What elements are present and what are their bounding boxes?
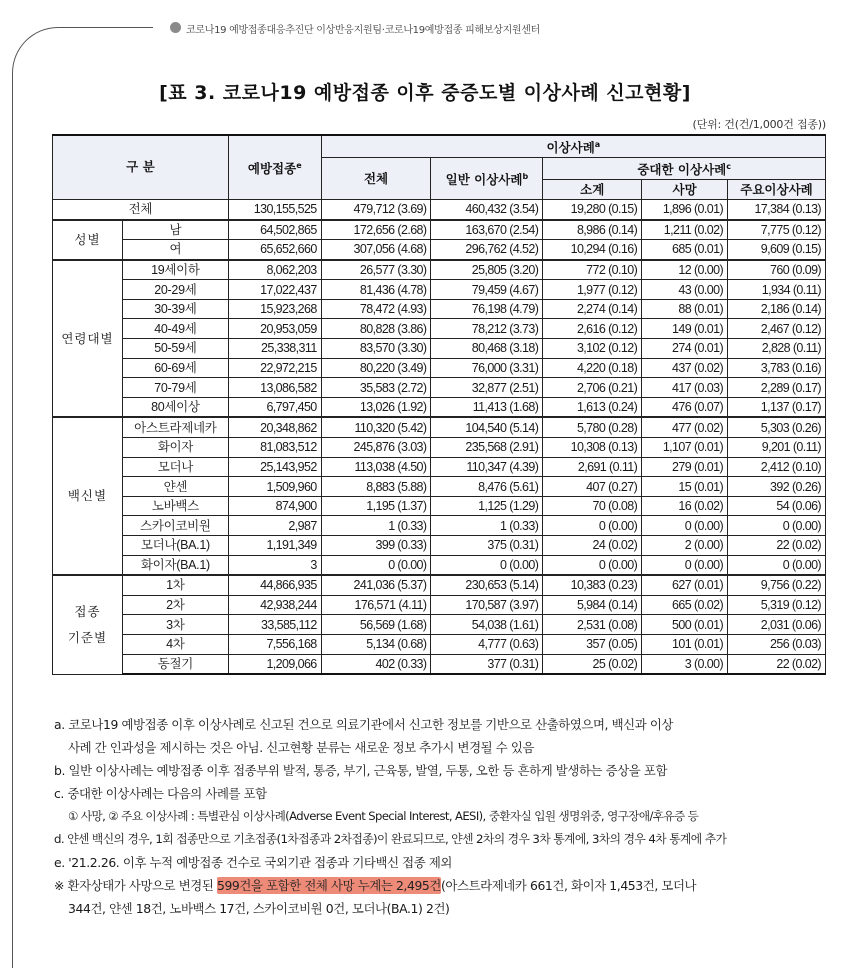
cell-major: 22 (0.02) — [728, 654, 826, 674]
cell-vaccinations: 17,022,437 — [228, 280, 321, 300]
cell-general: 76,000 (3.31) — [431, 358, 543, 378]
cell-death: 627 (0.01) — [642, 575, 728, 595]
table-header — [53, 135, 826, 199]
row-label: 얀센 — [122, 477, 228, 497]
cell-general: 460,432 (3.54) — [431, 199, 543, 219]
row-label: 화이자(BA.1) — [122, 555, 228, 575]
cell-total: 241,036 (5.37) — [321, 575, 431, 595]
cell-major: 2,828 (0.11) — [728, 339, 826, 359]
cell-total: 80,828 (3.86) — [321, 319, 431, 339]
table-row — [53, 654, 826, 674]
cell-total: 81,436 (4.78) — [321, 280, 431, 300]
cell-total: 83,570 (3.30) — [321, 339, 431, 359]
cell-vaccinations: 1,191,349 — [228, 536, 321, 556]
cell-general: 79,459 (4.67) — [431, 280, 543, 300]
cell-death: 15 (0.01) — [642, 477, 728, 497]
table-title: [표 3. 코로나19 예방접종 이후 중증도별 이상사례 신고현황] — [159, 82, 691, 104]
cell-subtotal: 0 (0.00) — [543, 555, 642, 575]
highlighted-death-total: 599건을 포함한 전체 사망 누계는 2,495건 — [216, 878, 441, 893]
adverse-events-table — [52, 134, 826, 675]
cell-subtotal: 3,102 (0.12) — [543, 339, 642, 359]
cell-general: 11,413 (1.68) — [431, 397, 543, 417]
cell-total: 479,712 (3.69) — [321, 199, 431, 219]
cell-general: 110,347 (4.39) — [431, 457, 543, 477]
cell-vaccinations: 81,083,512 — [228, 438, 321, 458]
cell-general: 4,777 (0.63) — [431, 634, 543, 654]
row-label: 50-59세 — [122, 339, 228, 359]
cell-subtotal: 407 (0.27) — [543, 477, 642, 497]
cell-subtotal: 8,986 (0.14) — [543, 220, 642, 240]
cell-general: 0 (0.00) — [431, 555, 543, 575]
footnote-c-detail: ① 사망, ② 주요 이상사례 : 특별관심 이상사례(Adverse Event Special Interest, AESI), 중환자실 입원 생명위중, 영구장애/후유증 등 — [68, 809, 699, 823]
cell-death: 3 (0.00) — [642, 654, 728, 674]
row-label: 20-29세 — [122, 280, 228, 300]
cell-death: 437 (0.02) — [642, 358, 728, 378]
cell-total: 80,220 (3.49) — [321, 358, 431, 378]
table-row-total — [53, 199, 826, 219]
row-label: 동절기 — [122, 654, 228, 674]
cell-subtotal: 4,220 (0.18) — [543, 358, 642, 378]
cell-major: 9,756 (0.22) — [728, 575, 826, 595]
header-subtotal: 소계 — [543, 180, 642, 200]
cell-major: 3,783 (0.16) — [728, 358, 826, 378]
cell-vaccinations: 13,086,582 — [228, 378, 321, 398]
cell-major: 5,319 (0.12) — [728, 595, 826, 615]
header-category: 구 분 — [53, 135, 229, 199]
cell-vaccinations: 65,652,660 — [228, 240, 321, 260]
cell-vaccinations: 3 — [228, 555, 321, 575]
cell-vaccinations: 130,155,525 — [228, 199, 321, 219]
cell-subtotal: 10,383 (0.23) — [543, 575, 642, 595]
cell-general: 163,670 (2.54) — [431, 220, 543, 240]
cell-subtotal: 2,691 (0.11) — [543, 457, 642, 477]
cell-general: 377 (0.31) — [431, 654, 543, 674]
cell-subtotal: 19,280 (0.15) — [543, 199, 642, 219]
footnote-b: b. 일반 이상사례는 예방접종 이후 접종부위 발적, 통증, 부기, 근육통, 발열, 두통, 오한 등 흔하게 발생하는 증상을 포함 — [54, 763, 668, 778]
table-row — [53, 260, 826, 280]
row-label: 19세이하 — [122, 260, 228, 280]
cell-vaccinations: 6,797,450 — [228, 397, 321, 417]
group-label-line: 기준별 — [67, 629, 108, 645]
cell-death: 476 (0.07) — [642, 397, 728, 417]
cell-subtotal: 1,613 (0.24) — [543, 397, 642, 417]
cell-subtotal: 0 (0.00) — [543, 516, 642, 536]
cell-general: 104,540 (5.14) — [431, 417, 543, 437]
cell-subtotal: 70 (0.08) — [543, 496, 642, 516]
cell-major: 1,934 (0.11) — [728, 280, 826, 300]
cell-total: 5,134 (0.68) — [321, 634, 431, 654]
table-row — [53, 536, 826, 556]
cell-total: 110,320 (5.42) — [321, 417, 431, 437]
row-label: 30-39세 — [122, 299, 228, 319]
cell-death: 0 (0.00) — [642, 555, 728, 575]
cell-major: 2,412 (0.10) — [728, 457, 826, 477]
cell-general: 78,212 (3.73) — [431, 319, 543, 339]
cell-major: 2,289 (0.17) — [728, 378, 826, 398]
cell-major: 0 (0.00) — [728, 516, 826, 536]
row-label: 전체 — [53, 199, 229, 219]
cell-total: 1 (0.33) — [321, 516, 431, 536]
cell-major: 760 (0.09) — [728, 260, 826, 280]
cell-vaccinations: 1,209,066 — [228, 654, 321, 674]
cell-total: 78,472 (4.93) — [321, 299, 431, 319]
cell-total: 1,195 (1.37) — [321, 496, 431, 516]
row-label: 모더나(BA.1) — [122, 536, 228, 556]
cell-death: 43 (0.00) — [642, 280, 728, 300]
cell-total: 13,026 (1.92) — [321, 397, 431, 417]
cell-death: 101 (0.01) — [642, 634, 728, 654]
cell-subtotal: 1,977 (0.12) — [543, 280, 642, 300]
cell-death: 685 (0.01) — [642, 240, 728, 260]
cell-major: 2,186 (0.14) — [728, 299, 826, 319]
cell-vaccinations: 42,938,244 — [228, 595, 321, 615]
row-label: 모더나 — [122, 457, 228, 477]
cell-major: 9,609 (0.15) — [728, 240, 826, 260]
footnote-e: e. '21.2.26. 이후 누적 예방접종 건수로 국외기관 접종과 기타백신 접종 제외 — [54, 855, 452, 870]
cell-death: 1,107 (0.01) — [642, 438, 728, 458]
cell-major: 256 (0.03) — [728, 634, 826, 654]
table-row — [53, 496, 826, 516]
cell-total: 172,656 (2.68) — [321, 220, 431, 240]
cell-general: 25,805 (3.20) — [431, 260, 543, 280]
cell-vaccinations: 2,987 — [228, 516, 321, 536]
cell-death: 88 (0.01) — [642, 299, 728, 319]
cell-subtotal: 2,531 (0.08) — [543, 615, 642, 635]
cell-major: 7,775 (0.12) — [728, 220, 826, 240]
table-row — [53, 220, 826, 240]
cell-general: 230,653 (5.14) — [431, 575, 543, 595]
table-row — [53, 575, 826, 595]
row-label: 스카이코비원 — [122, 516, 228, 536]
cell-major: 54 (0.06) — [728, 496, 826, 516]
table-row — [53, 378, 826, 398]
cell-vaccinations: 22,972,215 — [228, 358, 321, 378]
cell-total: 8,883 (5.88) — [321, 477, 431, 497]
cell-total: 307,056 (4.68) — [321, 240, 431, 260]
cell-death: 16 (0.02) — [642, 496, 728, 516]
cell-major: 17,384 (0.13) — [728, 199, 826, 219]
cell-total: 176,571 (4.11) — [321, 595, 431, 615]
cell-total: 245,876 (3.03) — [321, 438, 431, 458]
table-row — [53, 397, 826, 417]
table-row — [53, 319, 826, 339]
group-label — [53, 575, 123, 674]
cell-vaccinations: 15,923,268 — [228, 299, 321, 319]
row-label: 4차 — [122, 634, 228, 654]
table-row — [53, 595, 826, 615]
header-death: 사망 — [642, 180, 728, 200]
table-row — [53, 240, 826, 260]
cell-subtotal: 5,984 (0.14) — [543, 595, 642, 615]
cell-major: 22 (0.02) — [728, 536, 826, 556]
cell-vaccinations: 8,062,203 — [228, 260, 321, 280]
source-header: 코로나19 예방접종대응추진단 이상반응지원팀·코로나19예방접종 피해보상지원센터 — [186, 25, 541, 36]
row-label: 80세이상 — [122, 397, 228, 417]
cell-vaccinations: 25,143,952 — [228, 457, 321, 477]
cell-death: 149 (0.01) — [642, 319, 728, 339]
table-row — [53, 438, 826, 458]
cell-subtotal: 25 (0.02) — [543, 654, 642, 674]
table-row — [53, 477, 826, 497]
footnote-c: c. 중대한 이상사례는 다음의 사례를 포함 — [54, 786, 267, 801]
table-row — [53, 516, 826, 536]
cell-total: 35,583 (2.72) — [321, 378, 431, 398]
table-row — [53, 457, 826, 477]
footnote-a: a. 코로나19 예방접종 이후 이상사례로 신고된 건으로 의료기관에서 신고한 정보를 기반으로 산출하였으며, 백신과 이상 — [54, 717, 673, 732]
cell-death: 2 (0.00) — [642, 536, 728, 556]
cell-subtotal: 10,294 (0.16) — [543, 240, 642, 260]
footnote-d: d. 얀센 백신의 경우, 1회 접종만으로 기초접종(1차접종과 2차접종)이 완료되므로, 얀센 2차의 경우 3차 통계에, 3차의 경우 4차 통계에 추가 — [54, 832, 727, 846]
row-label: 40-49세 — [122, 319, 228, 339]
cell-major: 1,137 (0.17) — [728, 397, 826, 417]
cell-subtotal: 2,274 (0.14) — [543, 299, 642, 319]
unit-label: (단위: 건(건/1,000건 접종)) — [692, 118, 826, 131]
cell-death: 274 (0.01) — [642, 339, 728, 359]
cell-vaccinations: 44,866,935 — [228, 575, 321, 595]
cell-death: 500 (0.01) — [642, 615, 728, 635]
group-label: 백신별 — [53, 417, 123, 575]
cell-subtotal: 2,616 (0.12) — [543, 319, 642, 339]
cell-vaccinations: 33,585,112 — [228, 615, 321, 635]
cell-general: 375 (0.31) — [431, 536, 543, 556]
cell-general: 80,468 (3.18) — [431, 339, 543, 359]
table-row — [53, 280, 826, 300]
footnote-star — [54, 874, 834, 897]
cell-total: 0 (0.00) — [321, 555, 431, 575]
row-label: 화이자 — [122, 438, 228, 458]
row-label: 70-79세 — [122, 378, 228, 398]
cell-subtotal: 24 (0.02) — [543, 536, 642, 556]
cell-vaccinations: 1,509,960 — [228, 477, 321, 497]
row-label: 1차 — [122, 575, 228, 595]
group-label: 연령대별 — [53, 260, 123, 418]
cell-total: 26,577 (3.30) — [321, 260, 431, 280]
table-row — [53, 339, 826, 359]
row-label: 60-69세 — [122, 358, 228, 378]
cell-death: 1,896 (0.01) — [642, 199, 728, 219]
cell-general: 76,198 (4.79) — [431, 299, 543, 319]
cell-general: 1 (0.33) — [431, 516, 543, 536]
table-row — [53, 358, 826, 378]
cell-total: 399 (0.33) — [321, 536, 431, 556]
cell-major: 5,303 (0.26) — [728, 417, 826, 437]
cell-general: 32,877 (2.51) — [431, 378, 543, 398]
table-body — [53, 199, 826, 674]
cell-subtotal: 2,706 (0.21) — [543, 378, 642, 398]
cell-total: 402 (0.33) — [321, 654, 431, 674]
cell-major: 392 (0.26) — [728, 477, 826, 497]
cell-general: 170,587 (3.97) — [431, 595, 543, 615]
cell-general: 54,038 (1.61) — [431, 615, 543, 635]
bullet-icon — [170, 22, 181, 33]
cell-vaccinations: 20,953,059 — [228, 319, 321, 339]
cell-vaccinations: 874,900 — [228, 496, 321, 516]
table-row — [53, 417, 826, 437]
cell-subtotal: 10,308 (0.13) — [543, 438, 642, 458]
cell-subtotal: 772 (0.10) — [543, 260, 642, 280]
cell-death: 1,211 (0.02) — [642, 220, 728, 240]
cell-death: 477 (0.02) — [642, 417, 728, 437]
cell-major: 0 (0.00) — [728, 555, 826, 575]
footnote-star-suffix: (아스트라제네카 661건, 화이자 1,453건, 모더나 — [441, 878, 697, 893]
row-label: 2차 — [122, 595, 228, 615]
cell-subtotal: 5,780 (0.28) — [543, 417, 642, 437]
cell-vaccinations: 25,338,311 — [228, 339, 321, 359]
row-label: 남 — [122, 220, 228, 240]
cell-death: 0 (0.00) — [642, 516, 728, 536]
row-label: 여 — [122, 240, 228, 260]
row-label: 아스트라제네카 — [122, 417, 228, 437]
table-row — [53, 615, 826, 635]
footnotes — [54, 713, 834, 920]
group-label: 성별 — [53, 220, 123, 260]
cell-general: 296,762 (4.52) — [431, 240, 543, 260]
cell-general: 235,568 (2.91) — [431, 438, 543, 458]
group-label-line: 접종 — [74, 603, 101, 619]
table-row — [53, 634, 826, 654]
header-adverse-events: 이상사례$^a$ — [321, 135, 825, 158]
footnote-star-prefix: ※ 환자상태가 사망으로 변경된 — [54, 878, 217, 893]
cell-subtotal: 357 (0.05) — [543, 634, 642, 654]
cell-vaccinations: 7,556,168 — [228, 634, 321, 654]
header-serious: 중대한 이상사례$^c$ — [543, 158, 826, 180]
cell-total: 56,569 (1.68) — [321, 615, 431, 635]
cell-vaccinations: 64,502,865 — [228, 220, 321, 240]
row-label: 3차 — [122, 615, 228, 635]
row-label: 노바백스 — [122, 496, 228, 516]
header-major: 주요이상사례 — [728, 180, 826, 200]
cell-general: 8,476 (5.61) — [431, 477, 543, 497]
cell-major: 2,031 (0.06) — [728, 615, 826, 635]
table-row — [53, 299, 826, 319]
cell-total: 113,038 (4.50) — [321, 457, 431, 477]
table-row — [53, 555, 826, 575]
header-vaccinations: 예방접종$^e$ — [228, 135, 321, 199]
cell-death: 12 (0.00) — [642, 260, 728, 280]
cell-death: 417 (0.03) — [642, 378, 728, 398]
cell-death: 665 (0.02) — [642, 595, 728, 615]
footnote-star-cont: 344건, 얀센 18건, 노바백스 17건, 스카이코비원 0건, 모더나(BA.1) 2건) — [68, 901, 450, 916]
header-total: 전체 — [321, 158, 431, 200]
header-general: 일반 이상사례$^b$ — [431, 158, 543, 200]
cell-general: 1,125 (1.29) — [431, 496, 543, 516]
cell-major: 2,467 (0.12) — [728, 319, 826, 339]
footnote-a-cont: 사례 간 인과성을 제시하는 것은 아님. 신고현황 분류는 새로운 정보 추가시 변경될 수 있음 — [68, 740, 535, 755]
cell-major: 9,201 (0.11) — [728, 438, 826, 458]
cell-death: 279 (0.01) — [642, 457, 728, 477]
cell-vaccinations: 20,348,862 — [228, 417, 321, 437]
